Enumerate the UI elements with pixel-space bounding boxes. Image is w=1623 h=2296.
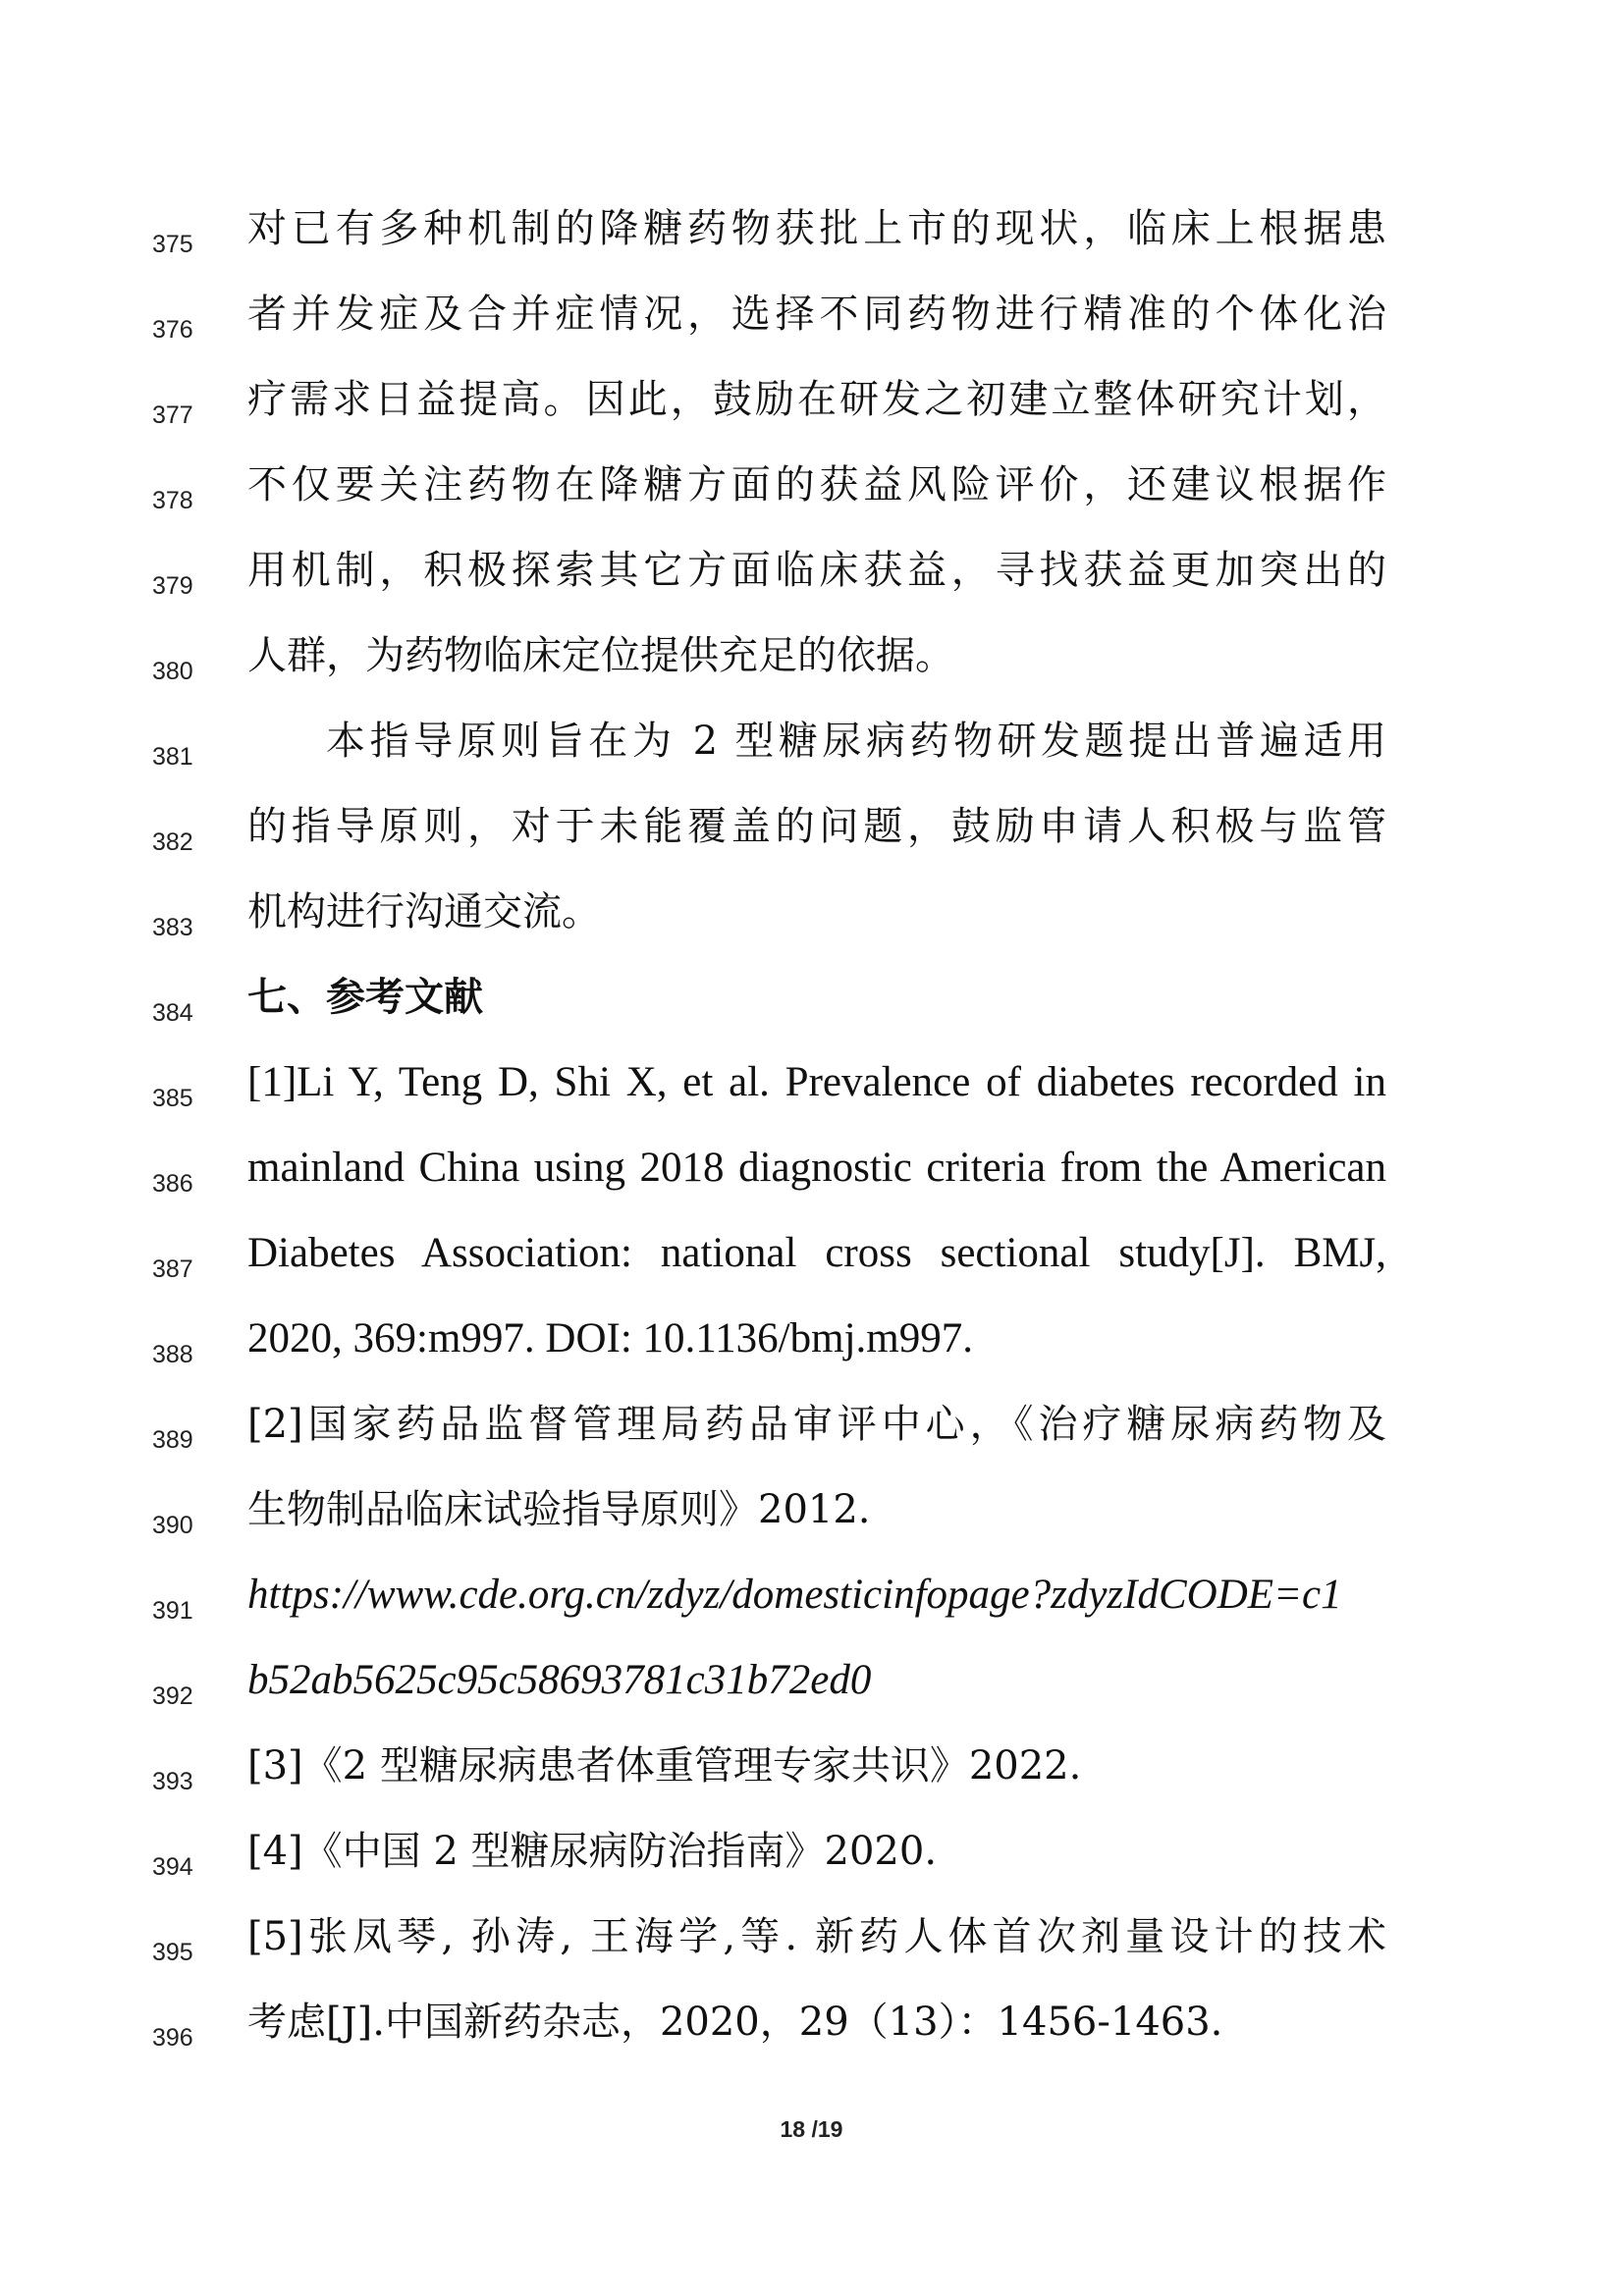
line-number: 394 <box>152 1853 193 1881</box>
text-line <box>0 884 1623 971</box>
line-number: 375 <box>152 231 193 258</box>
text-line <box>0 1397 1623 1483</box>
text-line <box>0 1226 1623 1312</box>
line-number: 396 <box>152 2024 193 2052</box>
line-number: 395 <box>152 1939 193 1966</box>
page-number: 18 /19 <box>780 2116 843 2142</box>
line-number: 387 <box>152 1255 193 1283</box>
line-number: 383 <box>152 914 193 941</box>
line-number: 382 <box>152 828 193 856</box>
line-number: 390 <box>152 1512 193 1539</box>
reference-text: [1]Li Y, Teng D, Shi X, et al. Prevalence of diabetes recorded in <box>247 1059 1386 1105</box>
line-number: 381 <box>152 743 193 771</box>
text-line <box>0 1653 1623 1739</box>
text-line <box>0 1482 1623 1569</box>
line-text: 本指导原则旨在为 2 型糖尿病药物研发题提出普遍适用 <box>326 719 1386 764</box>
line-number: 377 <box>152 401 193 429</box>
reference-text: [4]《中国 2 型糖尿病防治指南》2020. <box>247 1829 938 1874</box>
line-number: 386 <box>152 1170 193 1198</box>
line-number: 389 <box>152 1426 193 1454</box>
text-line <box>0 1824 1623 1910</box>
reference-url[interactable]: https://www.cde.org.cn/zdyz/domesticinfopage?zdyzIdCODE=c1 <box>247 1572 1342 1618</box>
text-line <box>0 714 1623 800</box>
text-line <box>0 1055 1623 1142</box>
reference-text: [3]《2 型糖尿病患者体重管理专家共识》2022. <box>247 1743 1082 1789</box>
text-line <box>0 201 1623 288</box>
line-number: 379 <box>152 572 193 600</box>
line-number: 384 <box>152 999 193 1027</box>
text-line <box>0 287 1623 373</box>
line-text: 的指导原则，对于未能覆盖的问题，鼓励申请人积极与监管 <box>247 804 1386 849</box>
line-text: 对已有多种机制的降糖药物获批上市的现状，临床上根据患 <box>247 206 1386 251</box>
reference-text: Diabetes Association: national cross sectional study[J]. BMJ, <box>247 1230 1386 1276</box>
reference-text: mainland China using 2018 diagnostic criteria from the American <box>247 1145 1386 1191</box>
text-line <box>0 1909 1623 1996</box>
text-line <box>0 457 1623 544</box>
line-number: 388 <box>152 1341 193 1368</box>
text-line <box>0 628 1623 715</box>
line-text: 用机制，积极探索其它方面临床获益，寻找获益更加突出的 <box>247 548 1386 593</box>
reference-text: 考虑[J].中国新药杂志，2020，29（13）：1456-1463. <box>247 2000 1223 2045</box>
reference-text: [2]国家药品监督管理局药品审评中心，《治疗糖尿病药物及 <box>247 1402 1386 1447</box>
line-text: 者并发症及合并症情况，选择不同药物进行精准的个体化治 <box>247 292 1386 337</box>
line-text: 疗需求日益提高。因此，鼓励在研发之初建立整体研究计划， <box>247 377 1386 422</box>
text-line <box>0 799 1623 885</box>
reference-text: 2020, 369:m997. DOI: 10.1136/bmj.m997. <box>247 1315 973 1362</box>
line-text: 机构进行沟通交流。 <box>247 889 601 934</box>
text-line <box>0 372 1623 458</box>
line-number: 391 <box>152 1597 193 1625</box>
line-number: 376 <box>152 316 193 344</box>
line-text: 人群，为药物临床定位提供充足的依据。 <box>247 633 954 678</box>
line-number: 378 <box>152 487 193 514</box>
line-text: 不仅要关注药物在降糖方面的获益风险评价，还建议根据作 <box>247 462 1386 507</box>
section-heading: 七、参考文献 <box>247 975 483 1020</box>
reference-url[interactable]: b52ab5625c95c58693781c31b72ed0 <box>247 1657 872 1703</box>
reference-text: [5]张凤琴, 孙涛, 王海学,等. 新药人体首次剂量设计的技术 <box>247 1914 1386 1959</box>
section-heading-line <box>0 970 1623 1056</box>
reference-text: 生物制品临床试验指导原则》2012. <box>247 1487 871 1532</box>
text-line <box>0 1995 1623 2081</box>
text-line <box>0 1568 1623 1654</box>
line-number: 380 <box>152 658 193 685</box>
text-line <box>0 543 1623 629</box>
text-line <box>0 1141 1623 1227</box>
line-number: 385 <box>152 1085 193 1112</box>
line-number: 392 <box>152 1682 193 1710</box>
text-line <box>0 1311 1623 1398</box>
line-number: 393 <box>152 1768 193 1795</box>
text-line <box>0 1738 1623 1825</box>
